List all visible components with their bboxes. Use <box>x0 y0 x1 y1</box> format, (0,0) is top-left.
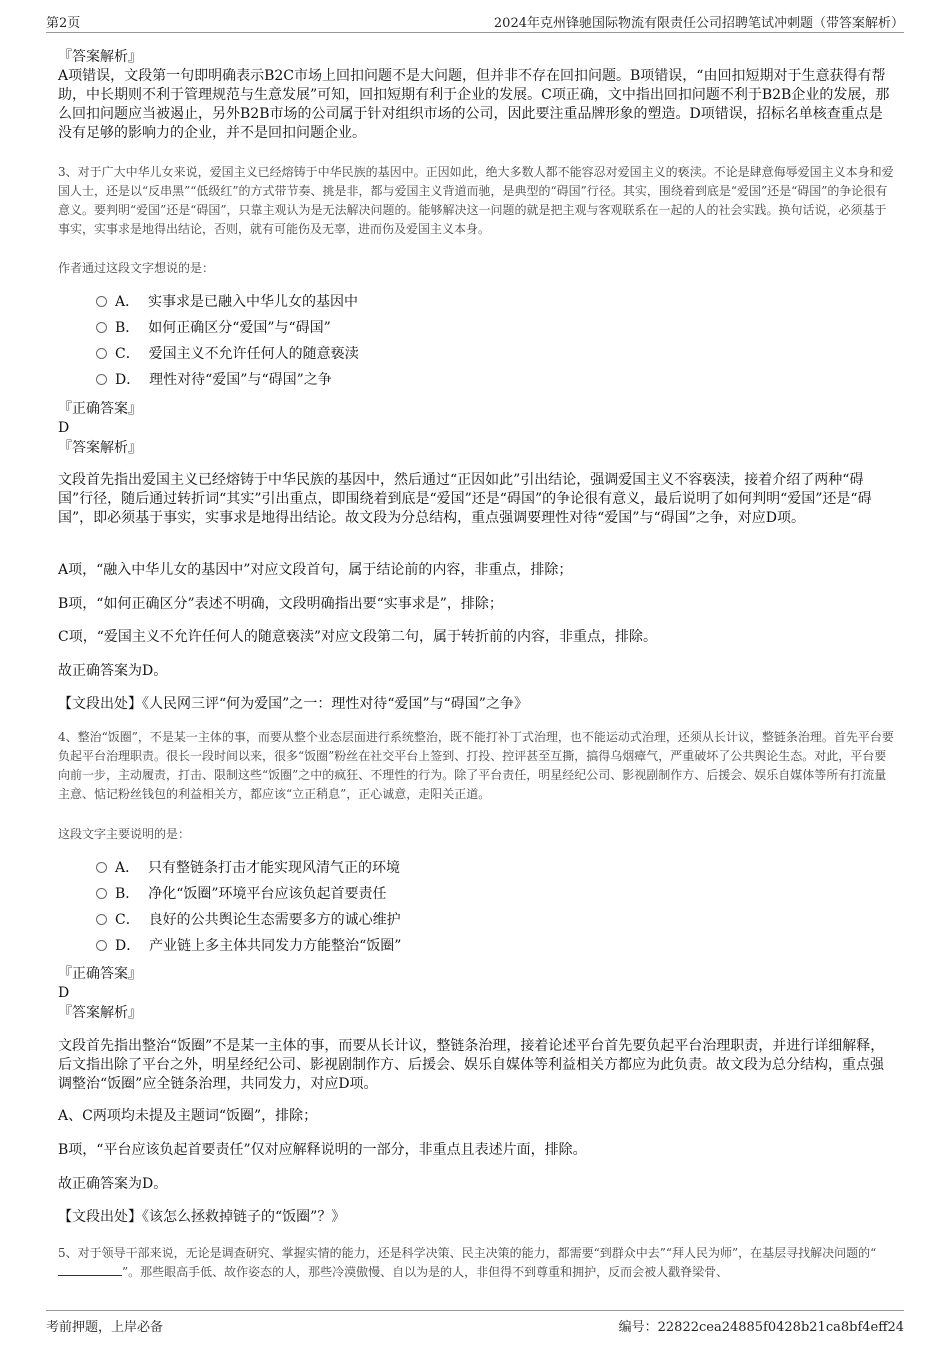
radio-icon[interactable] <box>96 322 107 333</box>
q3-prompt: 作者通过这段文字想说的是： <box>58 261 215 275</box>
q4-option-a[interactable]: A． 只有整链条打击才能实现风清气正的环境 <box>96 858 400 878</box>
q3-analysis-para: 文段首先指出爱国主义已经熔铸于中华民族的基因中，然后通过“正因如此”引出结论，强调爱国主义不容亵渎，接着介绍了两种“碍国”行径，随后通过转折词“其实”引出重点，即围绕着到底是“爱国”还是“碍国”的争论很有意义，最后说明了如何判明“爱国”还是“碍国”，即必须基于事实，实事求是地得出结论。故文段为分总结构，重点强调要理性对待“爱国”与“碍国”之争，对应D项。 <box>58 472 872 526</box>
q4-passage: 4、整治“饭圈”，不是某一主体的事，而要从整个业态层面进行系统整治，既不能打补丁式治理，也不能运动式治理，还须从长计议，整链条治理。首先平台要负起平台治理职责。很长一段时间以来，很多“饭圈”粉丝在社交平台上签到、打投、控评甚至互撕，搞得乌烟瘴气，严重破坏了公共舆论生态。对此，平台要向前一步，主动履责，打击、限制这些“饭圈”之中的疯狂、不理性的行为。除了平台责任，明星经纪公司、影视剧制作方、后援会、娱乐自媒体等所有打流量主意、惦记粉丝钱包的利益相关方，都应该“立正稍息”，正心诚意，走阳关正道。 <box>58 730 894 801</box>
q4-analysis-para: B项，“平台应该负起首要责任”仅对应解释说明的一部分，非重点且表述片面，排除。 <box>58 1142 587 1158</box>
radio-icon[interactable] <box>96 348 107 359</box>
q4-correct-heading: 『正确答案』 <box>58 966 142 982</box>
q4-correct-answer: D <box>58 985 70 1001</box>
page-footer <box>46 1310 904 1335</box>
q3-analysis-para: A项，“融入中华儿女的基因中”对应文段首句，属于结论前的内容，非重点，排除； <box>58 562 573 578</box>
q3-source: 【文段出处】《人民网三评“何为爱国”之一：理性对待“爱国”与“碍国”之争》 <box>58 696 528 712</box>
q3-option-d[interactable]: D． 理性对待“爱国”与“碍国”之争 <box>96 370 332 390</box>
q3-correct-answer: D <box>58 420 70 436</box>
q2-analysis-heading: 『答案解析』 <box>58 49 142 65</box>
q4-source: 【文段出处】《该怎么拯救掉链子的“饭圈”？》 <box>58 1209 346 1225</box>
radio-icon[interactable] <box>96 296 107 307</box>
answer-blank <box>58 1263 122 1276</box>
q3-option-a[interactable]: A． 实事求是已融入中华儿女的基因中 <box>96 292 358 312</box>
page-number: 第2页 <box>46 16 81 31</box>
page-header <box>46 10 904 33</box>
radio-icon[interactable] <box>96 914 107 925</box>
q4-analysis-para: A、C两项均未提及主题词“饭圈”，排除； <box>58 1108 318 1124</box>
q5-passage: 5、对于领导干部来说，无论是调查研究、掌握实情的能力，还是科学决策、民主决策的能力，都需要“到群众中去”“拜人民为师”，在基层寻找解决问题的“”。那些眼高手低、故作姿态的人，那些冷漠傲慢、自以为是的人，非但得不到尊重和拥护，反而会被人戳脊梁骨、 <box>58 1246 877 1279</box>
q4-option-d[interactable]: D． 产业链上多主体共同发力方能整治“饭圈” <box>96 936 401 956</box>
radio-icon[interactable] <box>96 888 107 899</box>
radio-icon[interactable] <box>96 940 107 951</box>
q3-analysis-para: B项，“如何正确区分”表述不明确，文段明确指出要“实事求是”，排除； <box>58 596 503 612</box>
q3-analysis-heading: 『答案解析』 <box>58 440 142 456</box>
q3-option-b[interactable]: B． 如何正确区分“爱国”与“碍国” <box>96 318 331 338</box>
q3-correct-heading: 『正确答案』 <box>58 401 142 417</box>
q4-analysis-heading: 『答案解析』 <box>58 1005 142 1021</box>
footer-slogan: 考前押题，上岸必备 <box>46 1320 164 1335</box>
q2-analysis-text: A项错误，文段第一句即明确表示B2C市场上回扣问题不是大问题，但并非不存在回扣问题。B项错误，“由回扣短期对于生意获得有帮助，中长期则不利于管理规范与生意发展”可知，回扣短期有利于企业的发展。C项正确，文中指出回扣问题不利于B2B企业的发展，那么回扣问题应当被遏止，另外B2B市场的公司属于针对组织市场的公司，因此要注重品牌形象的塑造。D项错误，招标名单核查重点是没有足够的影响力的企业，并不是回扣问题企业。 <box>58 68 890 141</box>
q4-prompt: 这段文字主要说明的是： <box>58 827 191 841</box>
q3-analysis-para: 故正确答案为D。 <box>58 663 168 679</box>
q4-analysis-para: 文段首先指出整治“饭圈”不是某一主体的事，而要从长计议，整链条治理，接着论述平台首先要负起平台治理职责，并进行详细解释，后文指出除了平台之外，明星经纪公司、影视剧制作方、后援会、娱乐自媒体等利益相关方都应为此负责。故文段为总分结构，重点强调整治“饭圈”应全链条治理，共同发力，对应D项。 <box>58 1038 885 1092</box>
q4-option-b[interactable]: B． 净化“饭圈”环境平台应该负起首要责任 <box>96 884 387 904</box>
document-title: 2024年克州锋驰国际物流有限责任公司招聘笔试冲刺题（带答案解析） <box>493 16 904 31</box>
q3-passage: 3、对于广大中华儿女来说，爱国主义已经熔铸于中华民族的基因中。正因如此，绝大多数人都不能容忍对爱国主义的亵渎。不论是肆意侮辱爱国主义本身和爱国人士，还是以“反串黑”“低级红”的方式带节奏、挑是非，都与爱国主义背道而驰，是典型的“碍国”行径。其实，围绕着到底是“爱国”还是“碍国”的争论很有意义。要判明“爱国”还是“碍国”，只靠主观认为是无法解决问题的。能够解决这一问题的就是把主观与客观联系在一起的人的社会实践。换句话说，必须基于事实，实事求是地得出结论，否则，就有可能伤及无辜，进而伤及爱国主义本身。 <box>58 165 894 236</box>
q4-option-c[interactable]: C． 良好的公共舆论生态需要多方的诚心维护 <box>96 910 401 930</box>
document-id: 编号：22822cea24885f0428b21ca8bf4eff24 <box>618 1320 904 1335</box>
q3-analysis-para: C项，“爱国主义不允许任何人的随意亵渎”对应文段第二句，属于转折前的内容，非重点，排除。 <box>58 629 658 645</box>
q4-analysis-para: 故正确答案为D。 <box>58 1176 168 1192</box>
q3-option-c[interactable]: C． 爱国主义不允许任何人的随意亵渎 <box>96 344 359 364</box>
radio-icon[interactable] <box>96 862 107 873</box>
radio-icon[interactable] <box>96 374 107 385</box>
